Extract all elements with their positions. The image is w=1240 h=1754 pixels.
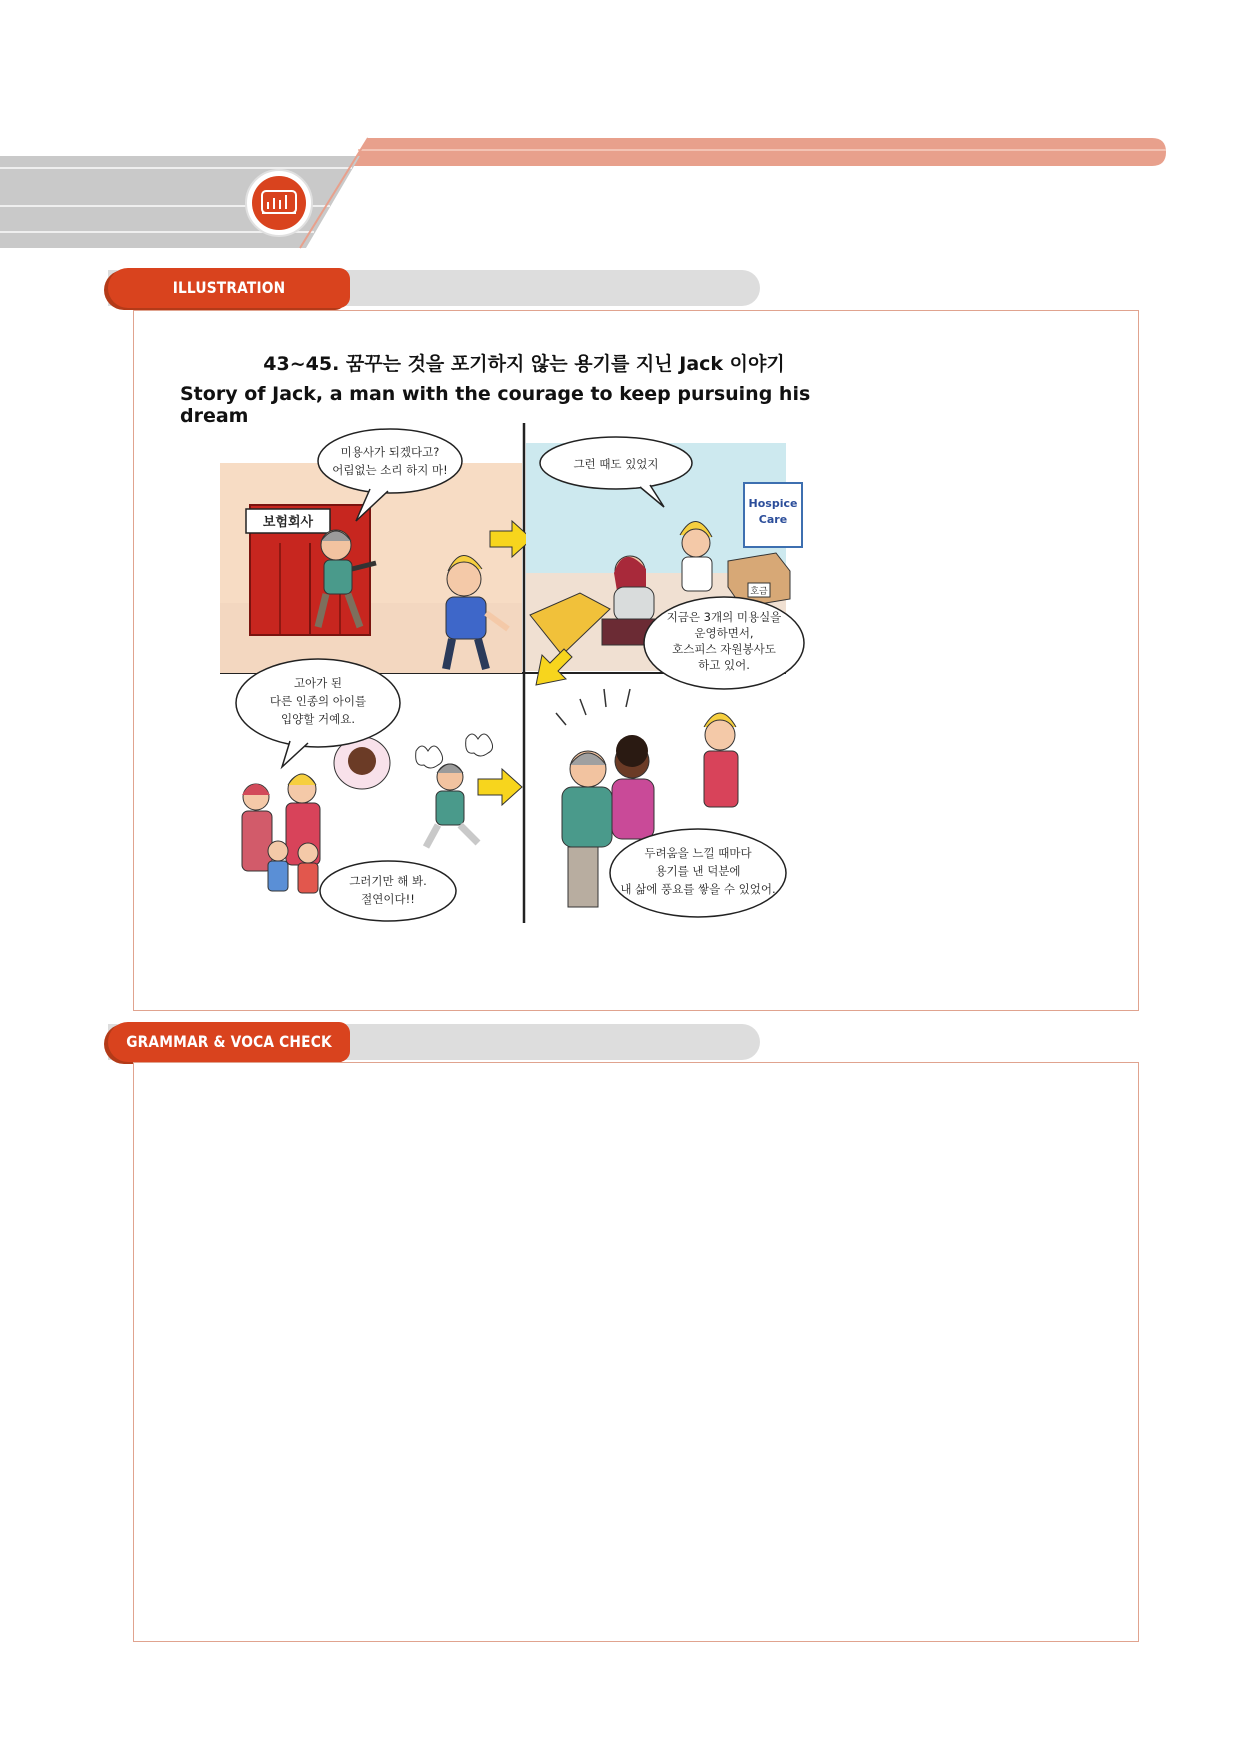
panel2-bubble: 그런 때도 있었지: [573, 457, 659, 471]
hospice-sign-line-1: Hospice: [748, 497, 798, 510]
comic-panel-1: [220, 429, 522, 673]
comic-panel-4: [556, 689, 786, 917]
panel4-bubble-line-1: 두려움을 느낄 때마다: [644, 846, 752, 860]
hospice-sign-line-2: Care: [758, 513, 788, 526]
grammar-tab-label: GRAMMAR & VOCA CHECK: [126, 1032, 332, 1051]
illustration-box: [133, 310, 1139, 1011]
header-band: [0, 0, 1240, 260]
comic-panel-2: [526, 437, 804, 689]
panel1-bubble-line-2: 어림없는 소리 하지 마!: [332, 463, 448, 477]
grammar-section-tab: [108, 1022, 762, 1062]
grammar-voca-box: [133, 1062, 1139, 1642]
panel2-bubble2-line-1: 지금은 3개의 미용실을: [666, 610, 782, 624]
panel4-bubble-line-2: 용기를 낸 덕분에: [655, 864, 741, 878]
panel3-bubble-line-3: 입양할 거예요.: [281, 712, 355, 726]
illustration-section-tab: [108, 268, 762, 308]
comic-panel-3: [236, 659, 493, 921]
panel2-bubble2-line-4: 하고 있어.: [698, 658, 750, 672]
comic-illustration: [220, 423, 798, 923]
panel3-bubble-line-1: 고아가 된: [293, 676, 343, 690]
panel3-bubble2-line-2: 절연이다!!: [361, 892, 415, 906]
comic-title-english: Story of Jack, a man with the courage to keep pursuing his dream: [180, 383, 811, 427]
comic-title-korean: 43~45. 꿈꾸는 것을 포기하지 않는 용기를 지닌 Jack 이야기: [263, 353, 785, 375]
panel2-bubble2-line-2: 운영하면서,: [694, 626, 754, 640]
panel2-bubble2-line-3: 호스피스 자원봉사도: [672, 642, 776, 656]
panel1-bubble-line-1: 미용사가 되겠다고?: [340, 445, 440, 459]
donation-box-label: 호금: [750, 587, 768, 597]
panel3-bubble2-line-1: 그러기만 해 봐.: [349, 874, 427, 888]
arrow-right-icon-2: [478, 769, 522, 805]
panel4-bubble-line-3: 내 삶에 풍요를 쌓을 수 있었어.: [620, 882, 776, 896]
illustration-tab-label: ILLUSTRATION: [172, 278, 286, 297]
insurance-company-sign: 보험회사: [262, 515, 314, 530]
panel3-bubble-line-2: 다른 인종의 아이를: [269, 694, 367, 708]
